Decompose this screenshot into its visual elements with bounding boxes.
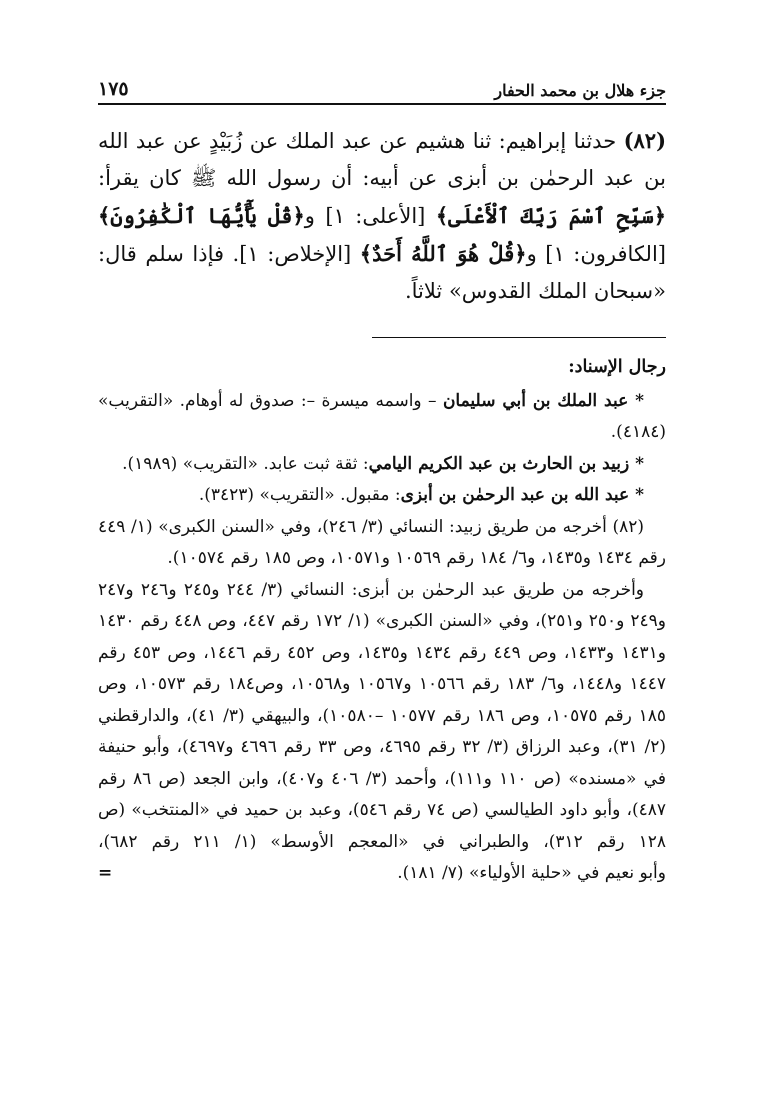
hadith-ending: القدوس» ثلاثاً. xyxy=(404,279,532,303)
takhrij-last-line xyxy=(98,858,666,890)
footnotes xyxy=(98,352,666,890)
hadith-number: (٨٢) xyxy=(623,128,666,153)
quran-verse-ala: ﴿سَبِّحِ ٱسْمَ رَبِّكَ ٱلْأَعْلَى﴾ xyxy=(435,203,666,228)
quran-verse-kafirun: ﴿قُلْ يَٰٓأَيُّهَا ٱلْكَٰفِرُونَ﴾ xyxy=(98,203,305,228)
page-number: ١٧٥ xyxy=(98,78,129,100)
continuation-mark: = xyxy=(98,863,113,883)
hadith-line-2: عبد الله بن عبد الرحمٰن بن أبزى عن أبيه: أن رسول الله ﷺ كان يقرأ: xyxy=(98,129,666,190)
section-divider xyxy=(372,337,666,338)
quran-prefix: و xyxy=(526,242,537,266)
takhrij-paragraph-1: (٨٢) أخرجه من طريق زبيد: النسائي (٣/ ٢٤٦)، وفي «السنن الكبرى» (١/ ٤٤٩ رقم ١٤٣٤ و١٤٣٥، و٦/ ١٨٤ رقم ١٠٥٦٩ و١٠٥٧١، وص ١٨٥ رقم ١٠٥٧٤). xyxy=(98,516,666,568)
narrator-entry xyxy=(98,480,666,512)
page-header xyxy=(98,64,666,100)
narrator-grading: : ثقة ثبت عابد. «التقريب» (١٩٨٩). xyxy=(122,453,369,474)
narrator-name: * عبد الملك بن أبي سليمان xyxy=(442,390,645,411)
hadith-text xyxy=(98,122,666,310)
section-heading: رجال الإسناد: xyxy=(568,357,666,377)
quran-ref-ikhlas: [الإخلاص: ١]. فإذا سلم قال: «سبحان الملك xyxy=(98,242,666,303)
narrator-grading: : مقبول. «التقريب» (٣٤٢٣). xyxy=(198,485,401,505)
quran-ref-ala: [الأعلى: ١] و xyxy=(304,204,426,228)
header-rule xyxy=(98,103,666,105)
takhrij-closing: وأبو نعيم في «حلية الأولياء» (٧/ ١٨١). xyxy=(397,863,666,883)
narrator-entry xyxy=(98,449,666,481)
quran-ref-kafirun: [الكافرون: ١] xyxy=(545,242,666,266)
hadith-line-1: حدثنا إبراهيم: ثنا هشيم عن عبد الملك عن زُبَيْدٍ عن xyxy=(173,129,617,153)
narrator-name: * عبد الله بن عبد الرحمٰن بن أبزى xyxy=(400,485,644,505)
narrator-grading: – واسمه ميسرة –: صدوق له أوهام. «التقريب» (٤١٨٤). xyxy=(98,390,666,442)
narrator-name: * زبيد بن الحارث بن عبد الكريم اليامي xyxy=(368,453,644,474)
quran-verse-ikhlas: ﴿قُلْ هُوَ ٱللَّهُ أَحَدٌ﴾ xyxy=(359,241,527,266)
narrator-entry xyxy=(98,386,666,449)
takhrij-paragraph-2: وأخرجه من طريق عبد الرحمٰن بن أبزى: النسائي (٣/ ٢٤٤ و٢٤٥ و٢٤٦ و٢٤٧ و٢٤٩ و٢٥٠ و٢٥١)، وفي «السنن الكبرى» (١/ ١٧٢ رقم ٤٤٧، وص ٤٤٨ رقم ١٤٣٠ و١٤٣١ و١٤٣٣، وص ٤٤٩ رقم ١٤٣٤ و١٤٣٥، وص ٤٥٢ رقم ١٤٤٦، وص ٤٥٣ رقم ١٤٤٧ و١٤٤٨، و٦/ ١٨٣ رقم ١٠٥٦٦ و١٠٥٦٧ و١٠٥٦٨، وص١٨٤ رقم ١٠٥٧٣، وص ١٨٥ رقم ١٠٥٧٥، وص ١٨٦ رقم ١٠٥٧٧ –١٠٥٨٠)، والبيهقي (٣/ ٤١)، والدارقطني (٢/ ٣١)، وعبد الرزاق (٣/ ٣٢ رقم ٤٦٩٥، وص ٣٣ رقم ٤٦٩٦ و٤٦٩٧)، وأبو حنيفة في «مسنده» (ص ١١٠ و١١١)، وأحمد (٣/ ٤٠٦ و٤٠٧)، وابن الجعد (ص ٨٦ رقم ٤٨٧)، وأبو داود الطيالسي (ص ٧٤ رقم ٥٤٦)، وعبد بن حميد في «المنتخب» (ص ١٢٨ رقم ٣١٢)، والطبراني في «المعجم الأوسط» (١/ ٢١١ رقم ٦٨٢)، xyxy=(98,579,666,852)
running-title: جزء هلال بن محمد الحفار xyxy=(494,81,666,100)
